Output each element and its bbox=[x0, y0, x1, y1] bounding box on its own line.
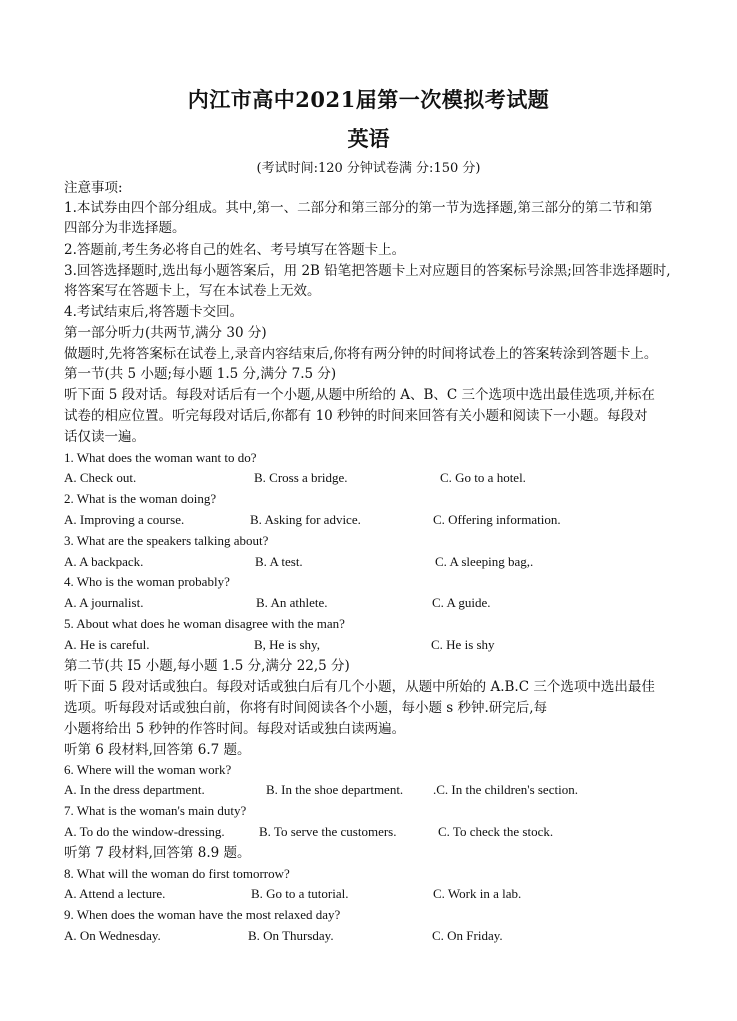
question-3: 3. What are the speakers talking about? bbox=[64, 533, 269, 548]
question-8: 8. What will the woman do first tomorrow? bbox=[64, 866, 290, 881]
q5-option-a: A. He is careful. bbox=[64, 637, 150, 652]
q4-option-c: C. A guide. bbox=[432, 595, 491, 610]
notice-line: 4.考试结束后,将答题卡交回。 bbox=[64, 304, 244, 320]
q8-option-b: B. Go to a tutorial. bbox=[251, 886, 349, 901]
section2-instruction: 听下面 5 段对话或独白。每段对话或独白后有几个小题，从题中所始的 A.B.C 三个选项中选出最佳 bbox=[64, 679, 655, 695]
group-heading: 听第 7 段材料,回答第 8.9 题。 bbox=[64, 845, 251, 861]
part1-heading: 第一部分听力(共两节,满分 30 分) bbox=[64, 325, 267, 341]
notice-line: 3.回答选择题时,选出每小题答案后，用 2B 铅笔把答题卡上对应题目的答案标号涂黑;回答非选择题时, bbox=[64, 263, 671, 279]
q6-option-b: B. In the shoe department. bbox=[266, 782, 404, 797]
q6-option-a: A. In the dress department. bbox=[64, 782, 205, 797]
question-7: 7. What is the woman's main duty? bbox=[64, 803, 247, 818]
notice-heading: 注意事项: bbox=[64, 180, 123, 196]
section2-instruction: 小题将给出 5 秒钟的作答时间。每段对话或独白读两遍。 bbox=[64, 721, 406, 737]
q7-option-c: C. To check the stock. bbox=[438, 824, 554, 839]
section1-instruction: 听下面 5 段对话。每段对话后有一个小题,从题中所给的 A、B、C 三个选项中选出最佳选项,并标在 bbox=[64, 387, 655, 403]
question-6: 6. Where will the woman work? bbox=[64, 762, 232, 777]
q9-option-a: A. On Wednesday. bbox=[64, 928, 161, 943]
section1-heading: 第一节(共 5 小题;每小题 1.5 分,满分 7.5 分) bbox=[64, 366, 337, 382]
q2-option-c: C. Offering information. bbox=[433, 512, 561, 527]
section2-heading: 第二节(共 I5 小题,每小题 1.5 分,满分 22,5 分) bbox=[64, 658, 350, 674]
q8-option-c: C. Work in a lab. bbox=[433, 886, 522, 901]
section1-instruction: 试卷的相应位置。听完每段对话后,你都有 10 秒钟的时间来回答有关小题和阅读下一小题。每段对 bbox=[64, 408, 648, 424]
q7-option-a: A. To do the window-dressing. bbox=[64, 824, 225, 839]
question-4: 4. Who is the woman probably? bbox=[64, 574, 230, 589]
q2-option-a: A. Improving a course. bbox=[64, 512, 185, 527]
q5-option-c: C. He is shy bbox=[431, 637, 495, 652]
q7-option-b: B. To serve the customers. bbox=[259, 824, 397, 839]
q1-option-a: A. Check out. bbox=[64, 470, 137, 485]
exam-title: 内江市高中2021届第一次模拟考试题 bbox=[187, 87, 550, 112]
notice-line: 2.答题前,考生务必将自己的姓名、考号填写在答题卡上。 bbox=[64, 242, 406, 258]
q3-option-c: C. A sleeping bag,. bbox=[435, 554, 534, 569]
notice-line: 将答案写在答题卡上，写在本试卷上无效。 bbox=[64, 283, 321, 299]
q4-option-a: A. A journalist. bbox=[64, 595, 144, 610]
q3-option-a: A. A backpack. bbox=[64, 554, 144, 569]
exam-info: (考试时间:120 分钟试卷满 分:150 分) bbox=[256, 161, 481, 176]
question-9: 9. When does the woman have the most relaxed day? bbox=[64, 907, 341, 922]
subject-title: 英语 bbox=[347, 126, 390, 151]
q6-option-c: .C. In the children's section. bbox=[433, 782, 578, 797]
q9-option-b: B. On Thursday. bbox=[248, 928, 334, 943]
q9-option-c: C. On Friday. bbox=[432, 928, 503, 943]
q1-option-c: C. Go to a hotel. bbox=[440, 470, 526, 485]
notice-line: 四部分为非选择题。 bbox=[64, 220, 186, 236]
notice-line: 1.本试券由四个部分组成。其中,第一、二部分和第三部分的第一节为选择题,第三部分的第二节和第 bbox=[64, 200, 653, 216]
part1-instruction: 做题时,先将答案标在试卷上,录音内容结束后,你将有两分钟的时间将试卷上的答案转涂到答题卡上。 bbox=[64, 346, 658, 362]
question-1: 1. What does the woman want to do? bbox=[64, 450, 257, 465]
question-2: 2. What is the woman doing? bbox=[64, 491, 217, 506]
group-heading: 听第 6 段材料,回答第 6.7 题。 bbox=[64, 742, 251, 758]
q2-option-b: B. Asking for advice. bbox=[250, 512, 361, 527]
section1-instruction: 话仅读一遍。 bbox=[64, 429, 145, 445]
q1-option-b: B. Cross a bridge. bbox=[254, 470, 348, 485]
question-5: 5. About what does he woman disagree with the man? bbox=[64, 616, 345, 631]
section2-instruction: 选项。听每段对话或独白前，你将有时间阅读各个小题，每小题 s 秒钟.研完后,每 bbox=[64, 700, 548, 716]
q3-option-b: B. A test. bbox=[255, 554, 303, 569]
q4-option-b: B. An athlete. bbox=[256, 595, 328, 610]
q8-option-a: A. Attend a lecture. bbox=[64, 886, 166, 901]
q5-option-b: B, He is shy, bbox=[254, 637, 320, 652]
